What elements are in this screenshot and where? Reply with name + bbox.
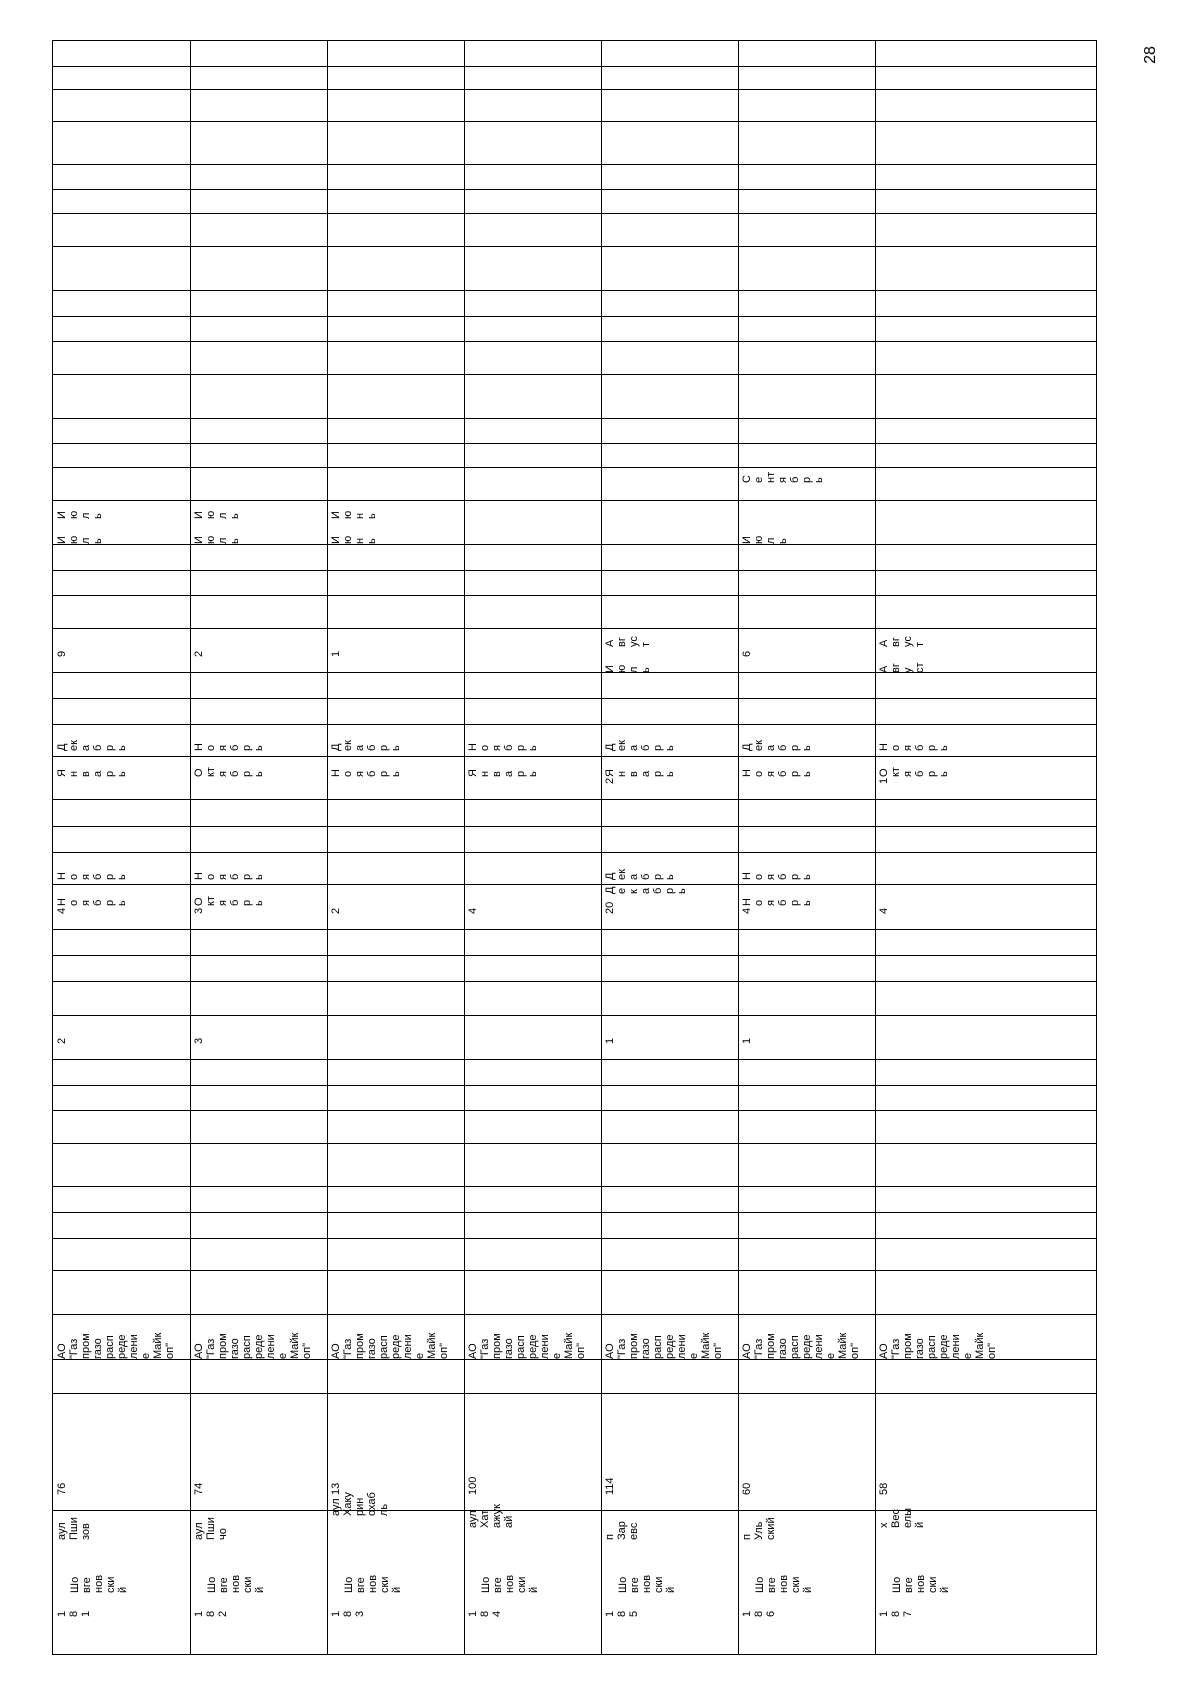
- locality-name-text: п Уль ский: [741, 1517, 777, 1540]
- month-d-start: [193, 535, 323, 592]
- month-c-end: [467, 675, 597, 695]
- row-number-text: 1 8 6: [741, 1610, 777, 1617]
- count-a: [741, 1018, 871, 1056]
- month-a-start: [878, 958, 1008, 978]
- count-a-text: 3: [193, 1037, 205, 1044]
- month-d-start-text: И ю л ь: [741, 535, 789, 544]
- count-b-text: 4: [467, 907, 479, 914]
- count-c: [193, 759, 323, 796]
- month-a-end-text: Н о я б р ь: [741, 872, 813, 880]
- month-d-end: [878, 547, 1008, 567]
- grid-row-line: [53, 500, 1096, 501]
- row-number: [193, 1582, 229, 1653]
- grid-row-line: [53, 698, 1096, 699]
- month-d-end: [193, 510, 323, 567]
- locality-name: [878, 1507, 1008, 1576]
- locality-name-text: аул Хаку рин охаб ль: [330, 1492, 390, 1516]
- row-number-text: 1 8 3: [330, 1610, 366, 1617]
- month-d-start: [741, 535, 871, 592]
- month-d-end: [56, 510, 186, 567]
- count-c: [467, 759, 597, 796]
- household-count: [467, 1396, 597, 1507]
- row-number-text: 1 8 5: [604, 1610, 640, 1617]
- month-c-end: [330, 675, 460, 695]
- district-name-text: Шо вге нов ски й: [617, 1574, 677, 1593]
- count-a-text: 1: [741, 1037, 753, 1044]
- district-name-text: Шо вге нов ски й: [891, 1574, 951, 1593]
- count-b-text: 4: [56, 907, 68, 914]
- month-b-end-text: Н о я б р ь: [878, 743, 950, 751]
- locality-name: [193, 1513, 323, 1576]
- row-number: [878, 1582, 914, 1653]
- month-d-start-text: И ю л ь: [193, 535, 241, 544]
- grid-row-line: [53, 724, 1096, 725]
- grid-row-line: [53, 374, 1096, 375]
- district-name-text: Шо вге нов ски й: [206, 1574, 266, 1593]
- month-a-end: [467, 932, 597, 952]
- household-count: [330, 1396, 460, 1507]
- row-number-text: 1 8 1: [56, 1610, 92, 1617]
- count-b-text: 2: [330, 907, 342, 914]
- grid-row-line: [53, 1186, 1096, 1187]
- count-d-text: 2: [193, 650, 205, 657]
- locality-name: [467, 1504, 597, 1576]
- month-d-end: [330, 510, 460, 567]
- month-a-end-text: Н о я б р ь: [56, 872, 128, 880]
- month-d-end: [467, 547, 597, 567]
- month-c-end-text: А вг ус т: [878, 636, 926, 647]
- row-number-text: 1 8 4: [467, 1610, 503, 1617]
- month-a-start: [56, 898, 186, 978]
- locality-name: [56, 1513, 186, 1576]
- district-name-text: Шо вге нов ски й: [69, 1574, 129, 1593]
- month-d-end: [604, 547, 734, 567]
- count-a: [467, 1018, 597, 1056]
- count-d: [56, 631, 186, 669]
- count-d-text: 6: [741, 650, 753, 657]
- month-b-start-text: Н о я б р ь: [741, 769, 813, 777]
- grid-row-line: [53, 1059, 1096, 1060]
- month-d-start-text: И ю н ь: [330, 535, 378, 544]
- row-number: [56, 1582, 92, 1653]
- locality-name-text: х Вес елы й: [878, 1507, 926, 1528]
- count-c: [604, 759, 734, 796]
- grid-row-line: [53, 756, 1096, 757]
- grid-row-line: [53, 1085, 1096, 1086]
- locality-name-text: аул Пши чо: [193, 1517, 229, 1540]
- row-number-text: 1 8 7: [878, 1610, 914, 1617]
- month-b-start-text: О кт я б р ь: [878, 767, 950, 777]
- month-b-start: [878, 767, 1008, 849]
- organization-name-text: АО "Газ пром газо расп реде лени е Майк оп": [467, 1332, 587, 1359]
- month-d-start: [604, 573, 734, 592]
- month-c-start: [741, 701, 871, 721]
- household-count-text: 58: [878, 1482, 890, 1495]
- grid-row-line: [53, 852, 1096, 853]
- count-b-text: 20: [604, 901, 616, 914]
- month-c-end: [878, 636, 1008, 695]
- count-d: [193, 631, 323, 669]
- month-c-end: [741, 675, 871, 695]
- row-number: [330, 1582, 366, 1653]
- month-c-start-text: И ю л ь: [604, 664, 652, 673]
- grid-row-line: [53, 955, 1096, 956]
- row-number: [604, 1582, 640, 1653]
- district-name-text: Шо вге нов ски й: [754, 1574, 814, 1593]
- month-b-start: [56, 769, 186, 849]
- grid-row-line: [53, 1510, 1096, 1511]
- count-b-text: 4: [741, 907, 753, 914]
- count-a: [878, 1018, 1008, 1056]
- household-count-text: 60: [741, 1482, 753, 1495]
- month-a-start-text: Д е к а б р ь: [604, 886, 688, 894]
- month-c-start: [467, 701, 597, 721]
- district-name-text: Шо вге нов ски й: [343, 1574, 403, 1593]
- month-b-end-text: Д ек а б р ь: [56, 740, 128, 751]
- grid-row-line: [53, 1212, 1096, 1213]
- count-b-text: 3: [193, 907, 205, 914]
- household-count-text: 100: [467, 1476, 479, 1495]
- grid-row-line: [53, 316, 1096, 317]
- grid-column-line: [601, 41, 602, 1654]
- count-c: [56, 759, 186, 796]
- locality-name: [604, 1513, 734, 1576]
- month-d-start: [467, 573, 597, 592]
- count-a: [330, 1018, 460, 1056]
- month-d-start-text: И ю л ь: [56, 535, 104, 544]
- household-count: [604, 1396, 734, 1507]
- count-d-text: 9: [56, 650, 68, 657]
- count-b: [193, 887, 323, 926]
- grid-row-line: [53, 570, 1096, 571]
- month-c-start: [330, 701, 460, 721]
- month-b-end-text: Д ек а б р ь: [741, 740, 813, 751]
- count-a: [56, 1018, 186, 1056]
- count-c: [878, 759, 1008, 796]
- month-b-end-text: Д ек а б р ь: [330, 740, 402, 751]
- count-d: [467, 631, 597, 669]
- month-c-start: [604, 664, 734, 721]
- row-number: [741, 1582, 777, 1653]
- month-b-end-text: Д ек а б р ь: [604, 740, 676, 751]
- rotated-table: [52, 40, 1097, 1655]
- household-count: [878, 1396, 1008, 1507]
- grid-row-line: [53, 628, 1096, 629]
- month-b-end-text: Н о я б р ь: [193, 743, 265, 751]
- grid-row-line: [53, 467, 1096, 468]
- grid-row-line: [53, 66, 1096, 67]
- grid-row-line: [53, 981, 1096, 982]
- grid-row-line: [53, 799, 1096, 800]
- month-c-start-text: А вг у ст: [878, 662, 926, 673]
- count-b-text: 4: [878, 907, 890, 914]
- count-b: [878, 887, 1008, 926]
- grid-column-line: [327, 41, 328, 1654]
- month-a-end-text: Д ек а б р ь: [604, 869, 676, 880]
- organization-name-text: АО "Газ пром газо расп реде лени е Майк оп": [193, 1332, 313, 1359]
- month-b-start-text: О кт я б р ь: [193, 767, 265, 777]
- month-b-start: [604, 769, 734, 849]
- organization-name-text: АО "Газ пром газо расп реде лени е Майк оп": [330, 1332, 450, 1359]
- page-number: 28: [1142, 46, 1159, 64]
- organization-name-text: АО "Газ пром газо расп реде лени е Майк оп": [604, 1332, 724, 1359]
- month-c-end: [56, 675, 186, 695]
- grid-row-line: [53, 418, 1096, 419]
- month-d-end-text: И ю л ь: [193, 510, 241, 519]
- organization-name-text: АО "Газ пром газо расп реде лени е Майк оп": [741, 1332, 861, 1359]
- household-count: [741, 1396, 871, 1507]
- organization-name-text: АО "Газ пром газо расп реде лени е Майк оп": [56, 1332, 176, 1359]
- month-a-start-text: Н о я б р ь: [56, 898, 128, 906]
- month-b-start-text: Н о я б р ь: [330, 769, 402, 777]
- household-count-text: 13: [330, 1482, 342, 1495]
- grid-row-line: [53, 1238, 1096, 1239]
- month-a-start: [193, 896, 323, 978]
- month-b-start-text: Я н в а р ь: [604, 769, 676, 777]
- household-count: [193, 1396, 323, 1507]
- district-name: [617, 1574, 677, 1653]
- organization-name-text: АО "Газ пром газо расп реде лени е Майк оп": [878, 1332, 998, 1359]
- district-name: [754, 1574, 814, 1653]
- grid-row-line: [53, 443, 1096, 444]
- grid-row-line: [53, 672, 1096, 673]
- month-d-end-text: И ю н ь: [330, 510, 378, 519]
- month-a-end-text: Н о я б р ь: [193, 872, 265, 880]
- locality-name-text: п Зар евс: [604, 1521, 640, 1540]
- count-c-text: 1: [878, 777, 890, 784]
- locality-name: [741, 1513, 871, 1576]
- month-d-start: [56, 535, 186, 592]
- month-d-start: [330, 535, 460, 592]
- count-d: [330, 631, 460, 669]
- district-name: [891, 1574, 951, 1653]
- month-c-end-text: А вг ус т: [604, 636, 652, 647]
- month-d-end-text: С е нт я б р ь: [741, 471, 825, 483]
- grid-column-line: [875, 41, 876, 1654]
- month-c-end: [193, 675, 323, 695]
- grid-row-line: [53, 164, 1096, 165]
- district-name: [343, 1574, 403, 1653]
- grid-row-line: [53, 1015, 1096, 1016]
- month-b-start: [330, 769, 460, 849]
- grid-column-line: [464, 41, 465, 1654]
- grid-row-line: [53, 1270, 1096, 1271]
- locality-name-text: аул Пши зов: [56, 1517, 92, 1540]
- grid-row-line: [53, 1110, 1096, 1111]
- count-d: [741, 631, 871, 669]
- month-c-start: [56, 701, 186, 721]
- month-c-start: [193, 701, 323, 721]
- month-b-start: [741, 769, 871, 849]
- month-b-start: [467, 769, 597, 849]
- household-count-text: 114: [604, 1477, 616, 1495]
- grid-column-line: [738, 41, 739, 1654]
- locality-name-text: аул Хат ажук ай: [467, 1504, 515, 1528]
- month-b-start-text: Я н в а р ь: [56, 769, 128, 777]
- household-count-text: 74: [193, 1482, 205, 1495]
- grid-row-line: [53, 341, 1096, 342]
- grid-row-line: [53, 89, 1096, 90]
- count-a: [193, 1018, 323, 1056]
- grid-row-line: [53, 290, 1096, 291]
- count-a-text: 1: [604, 1037, 616, 1044]
- count-b: [56, 887, 186, 926]
- count-c-text: 2: [604, 777, 616, 784]
- count-b: [467, 887, 597, 926]
- month-a-start: [741, 898, 871, 978]
- district-name-text: Шо вге нов ски й: [480, 1574, 540, 1593]
- month-a-end: [330, 932, 460, 952]
- count-a: [604, 1018, 734, 1056]
- month-a-end: [741, 872, 871, 952]
- district-name: [206, 1574, 266, 1653]
- grid-row-line: [53, 121, 1096, 122]
- grid-row-line: [53, 1314, 1096, 1315]
- month-a-end: [56, 872, 186, 952]
- row-number-text: 1 8 2: [193, 1610, 229, 1617]
- count-b: [741, 887, 871, 926]
- month-d-end-text: И ю л ь: [56, 510, 104, 519]
- grid-row-line: [53, 189, 1096, 190]
- grid-row-line: [53, 826, 1096, 827]
- row-number: [467, 1582, 503, 1653]
- month-a-start: [330, 958, 460, 978]
- grid-row-line: [53, 595, 1096, 596]
- month-d-start: [878, 573, 1008, 592]
- district-name: [69, 1574, 129, 1653]
- month-b-start-text: Я н в а р ь: [467, 769, 539, 777]
- grid-row-line: [53, 246, 1096, 247]
- grid-row-line: [53, 544, 1096, 545]
- count-a-text: 2: [56, 1037, 68, 1044]
- month-b-start: [193, 767, 323, 849]
- grid-row-line: [53, 1143, 1096, 1144]
- grid-row-line: [53, 213, 1096, 214]
- household-count: [56, 1396, 186, 1507]
- grid-row-line: [53, 884, 1096, 885]
- locality-name: [330, 1492, 460, 1576]
- district-name: [480, 1574, 540, 1653]
- month-a-start-text: Н о я б р ь: [741, 898, 813, 906]
- count-c: [741, 759, 871, 796]
- month-a-start: [467, 958, 597, 978]
- month-c-start: [878, 662, 1008, 721]
- count-c: [330, 759, 460, 796]
- month-a-end: [878, 932, 1008, 952]
- month-a-start-text: О кт я б р ь: [193, 896, 265, 906]
- count-d-text: 1: [330, 650, 342, 657]
- month-b-end-text: Н о я б р ь: [467, 743, 539, 751]
- count-b: [330, 887, 460, 926]
- grid-row-line: [53, 929, 1096, 930]
- grid-column-line: [190, 41, 191, 1654]
- household-count-text: 76: [56, 1482, 68, 1495]
